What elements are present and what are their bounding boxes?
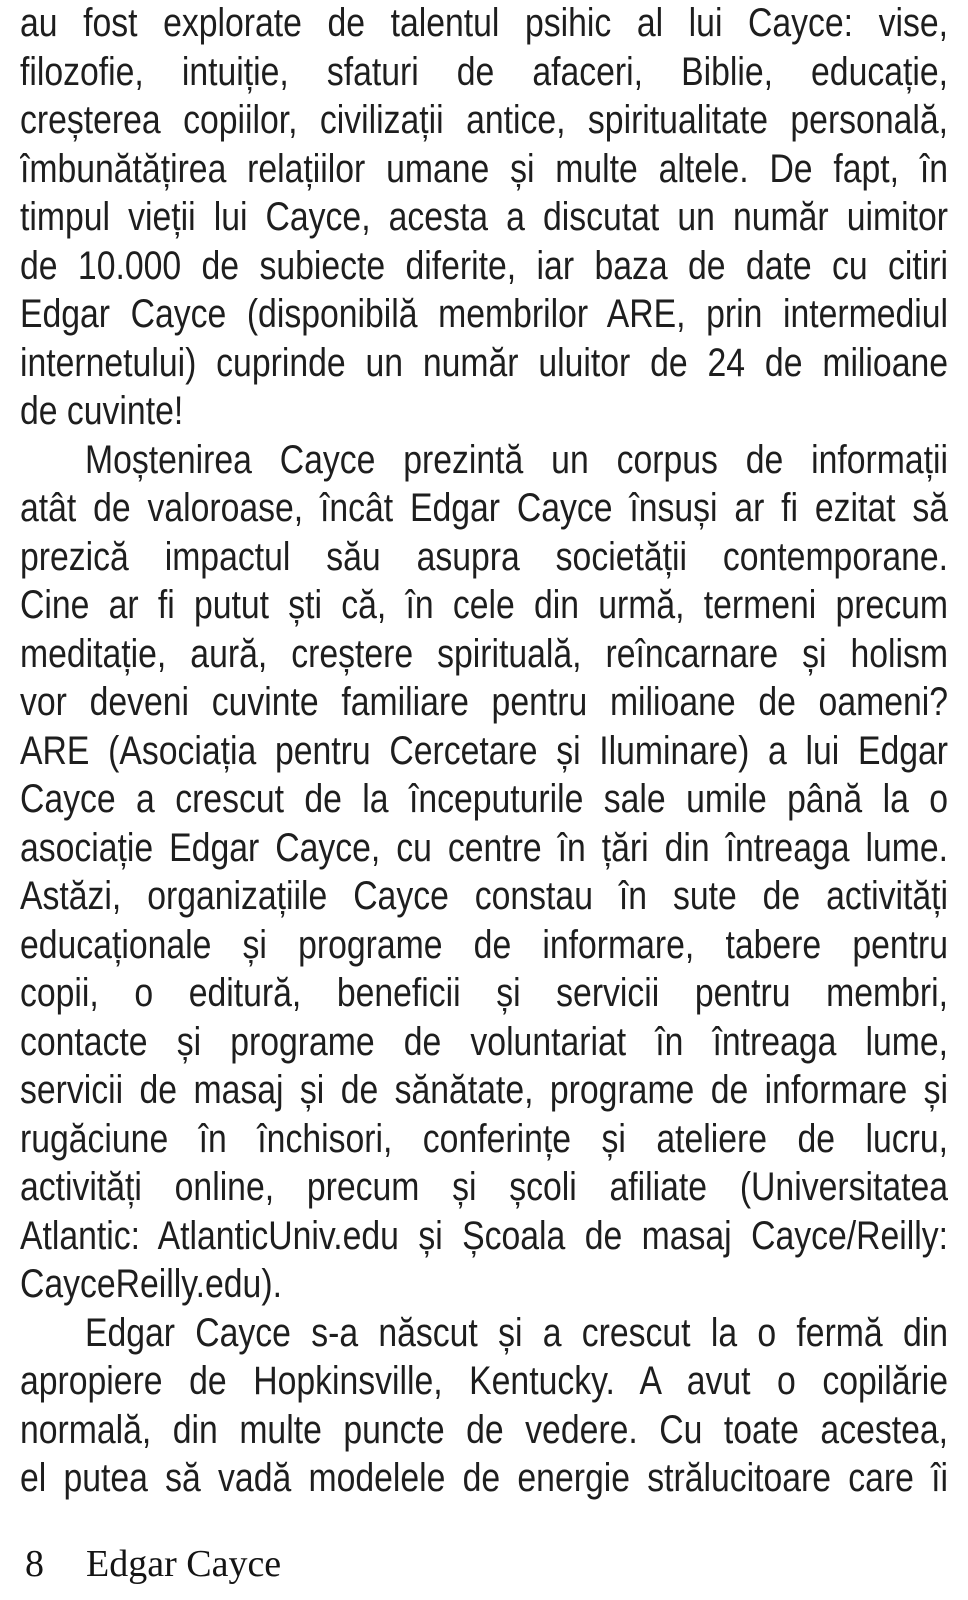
body-text-line: Edgar Cayce s-a născut și a crescut la o fermă din xyxy=(84,1310,949,1355)
page-number: 8 xyxy=(25,1543,44,1585)
body-text-line: el putea să vadă modelele de energie strălucitoare care îi xyxy=(20,1456,949,1500)
body-text-line: activități online, precum și școli afiliate (Universitatea xyxy=(20,1165,949,1209)
body-text-line: atât de valoroase, încât Edgar Cayce însuși ar fi ezitat să xyxy=(20,486,949,530)
body-text-line: filozofie, intuiție, sfaturi de afaceri, Biblie, educație, xyxy=(20,49,949,94)
body-text-line: Moștenirea Cayce prezintă un corpus de informații xyxy=(84,437,949,482)
body-text-line: de cuvinte! xyxy=(20,389,184,433)
body-text-line: Cayce a crescut de la începuturile sale umile până la o xyxy=(20,777,949,821)
running-title: Edgar Cayce xyxy=(86,1543,282,1585)
body-text-line: normală, din multe puncte de vedere. Cu toate acestea, xyxy=(20,1407,949,1452)
body-text-line: internetului) cuprinde un număr uluitor de 24 de milioane xyxy=(20,340,949,385)
body-text-line: Astăzi, organizațiile Cayce constau în sute de activități xyxy=(20,874,949,918)
body-text-line: ARE (Asociația pentru Cercetare și Iluminare) a lui Edgar xyxy=(20,728,949,773)
body-text-line: creșterea copiilor, civilizații antice, spiritualitate personală, xyxy=(20,98,949,142)
body-text-line: îmbunătățirea relațiilor umane și multe altele. De fapt, în xyxy=(20,146,949,191)
body-text-line: rugăciune în închisori, conferințe și ateliere de lucru, xyxy=(20,1116,949,1161)
body-text-line: Atlantic: AtlanticUniv.edu și Școala de masaj Cayce/Reilly: xyxy=(20,1213,949,1258)
body-text-line: au fost explorate de talentul psihic al lui Cayce: vise, xyxy=(20,1,949,45)
body-text-line: prezică impactul său asupra societății contemporane. xyxy=(20,534,949,579)
body-text-line: servicii de masaj și de sănătate, programe de informare și xyxy=(20,1068,949,1112)
body-text-line: copii, o editură, beneficii și servicii pentru membri, xyxy=(20,971,949,1015)
body-text-line: meditație, aură, creștere spirituală, reîncarnare și holism xyxy=(20,631,949,676)
body-text-line: contacte și programe de voluntariat în întreaga lume, xyxy=(20,1019,949,1064)
body-text-line: vor deveni cuvinte familiare pentru milioane de oameni? xyxy=(20,680,949,724)
body-text-line: asociație Edgar Cayce, cu centre în țări din întreaga lume. xyxy=(20,825,949,870)
body-text-line: Cine ar fi putut ști că, în cele din urmă, termeni precum xyxy=(20,583,949,627)
body-text-line: CayceReilly.edu). xyxy=(20,1262,282,1306)
body-text xyxy=(20,0,948,1503)
body-text-line: Edgar Cayce (disponibilă membrilor ARE, prin intermediul xyxy=(20,292,949,336)
body-text-line: timpul vieții lui Cayce, acesta a discutat un număr uimitor xyxy=(20,195,949,239)
body-text-line: educaționale și programe de informare, tabere pentru xyxy=(20,922,949,967)
page-footer xyxy=(25,1542,281,1586)
body-text-line: apropiere de Hopkinsville, Kentucky. A avut o copilărie xyxy=(20,1359,949,1403)
body-text-line: de 10.000 de subiecte diferite, iar baza de date cu citiri xyxy=(20,243,949,288)
